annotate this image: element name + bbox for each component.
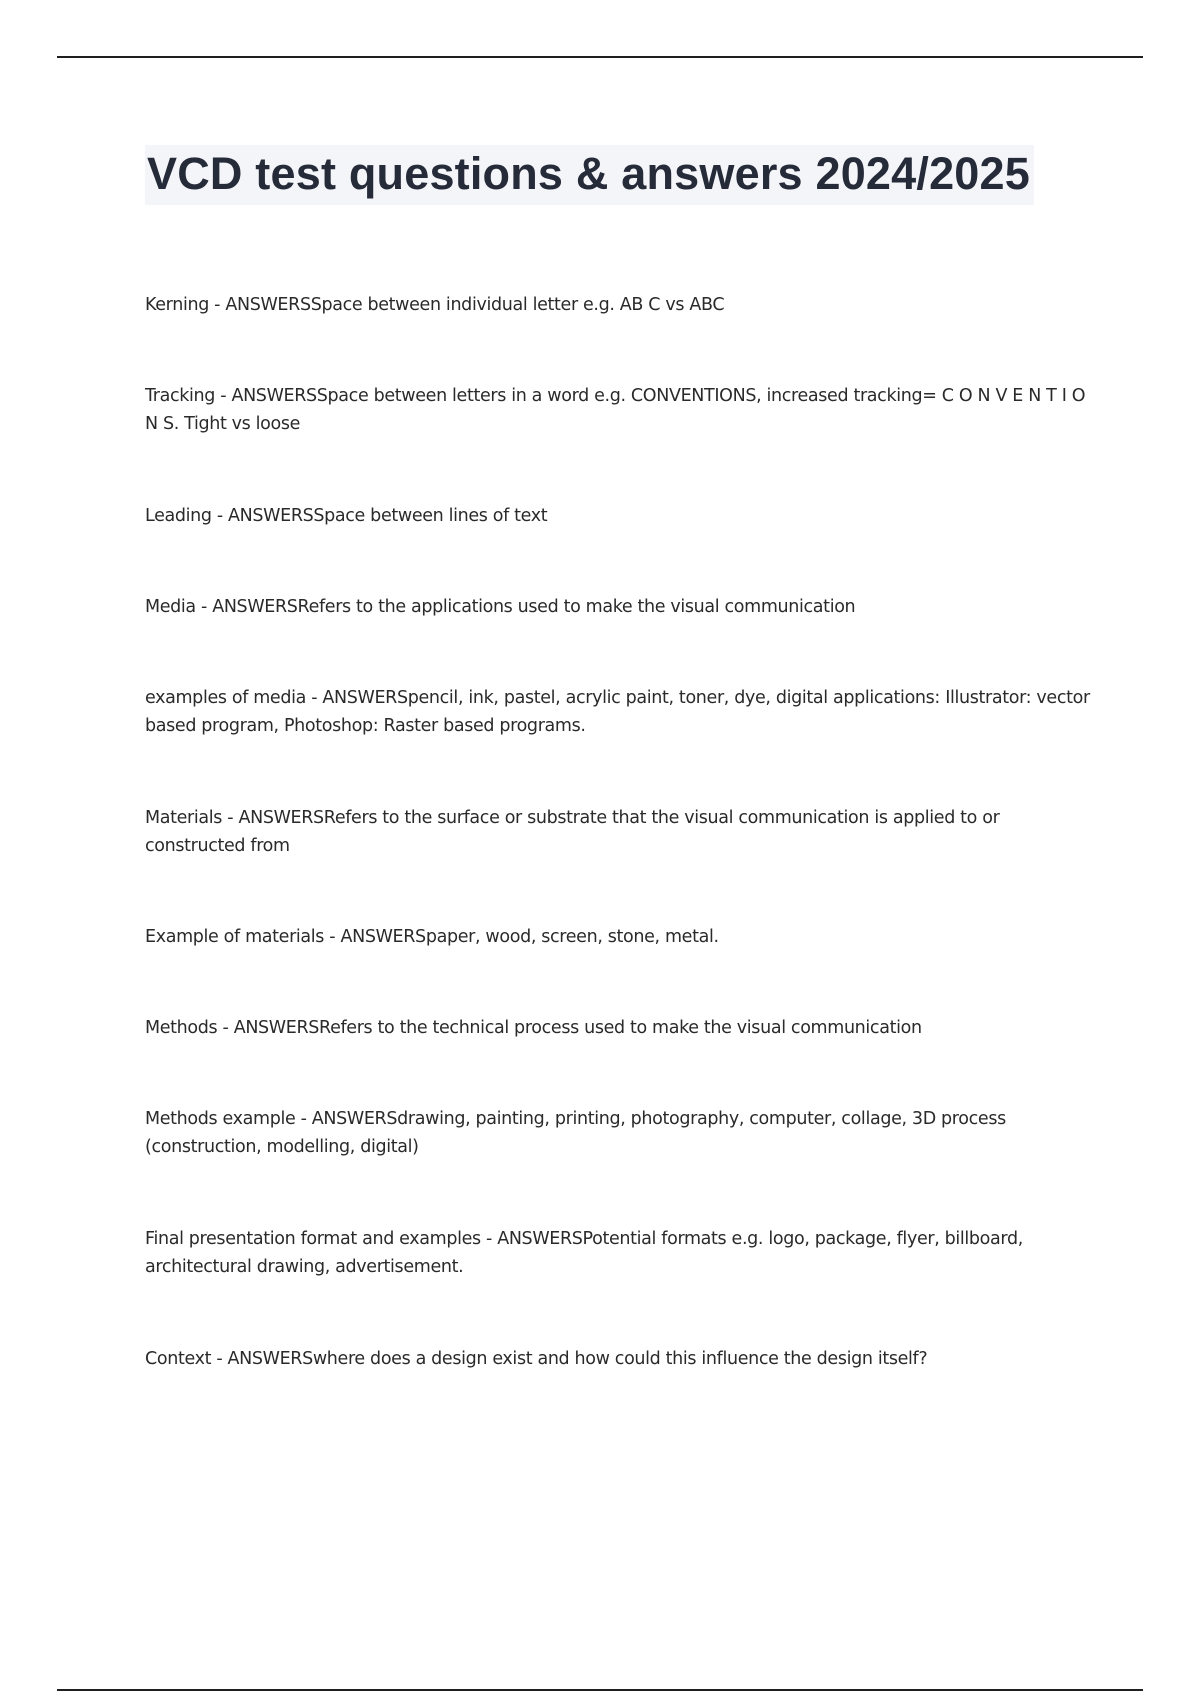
top-divider	[57, 56, 1143, 58]
entry-context: Context - ANSWERSwhere does a design exist and how could this influence the design itself?	[145, 1349, 928, 1369]
bottom-divider	[57, 1689, 1143, 1691]
document-title: VCD test questions & answers 2024/2025	[145, 145, 1034, 205]
entry-media: Media - ANSWERSRefers to the applications used to make the visual communication	[145, 597, 856, 617]
entry-methods-example: Methods example - ANSWERSdrawing, painting, printing, photography, computer, collage, 3D process (construction, modelling, digital)	[145, 1109, 1006, 1157]
entry-materials: Materials - ANSWERSRefers to the surface or substrate that the visual communication is applied to or constructed from	[145, 808, 1000, 856]
entry-kerning: Kerning - ANSWERSSpace between individual letter e.g. AB C vs ABC	[145, 295, 725, 315]
entry-tracking: Tracking - ANSWERSSpace between letters in a word e.g. CONVENTIONS, increased tracking= C O N V E N T I O N S. Tight vs loose	[145, 386, 1086, 434]
entry-methods: Methods - ANSWERSRefers to the technical process used to make the visual communication	[145, 1018, 922, 1038]
entry-final-presentation-format: Final presentation format and examples - ANSWERSPotential formats e.g. logo, package, flyer, billboard, architectural drawing, advertisement.	[145, 1229, 1023, 1277]
entry-leading: Leading - ANSWERSSpace between lines of text	[145, 506, 548, 526]
entry-example-of-materials: Example of materials - ANSWERSpaper, wood, screen, stone, metal.	[145, 927, 719, 947]
entry-examples-of-media: examples of media - ANSWERSpencil, ink, pastel, acrylic paint, toner, dye, digital applications: Illustrator: vector based program, Photoshop: Raster based programs.	[145, 688, 1090, 736]
